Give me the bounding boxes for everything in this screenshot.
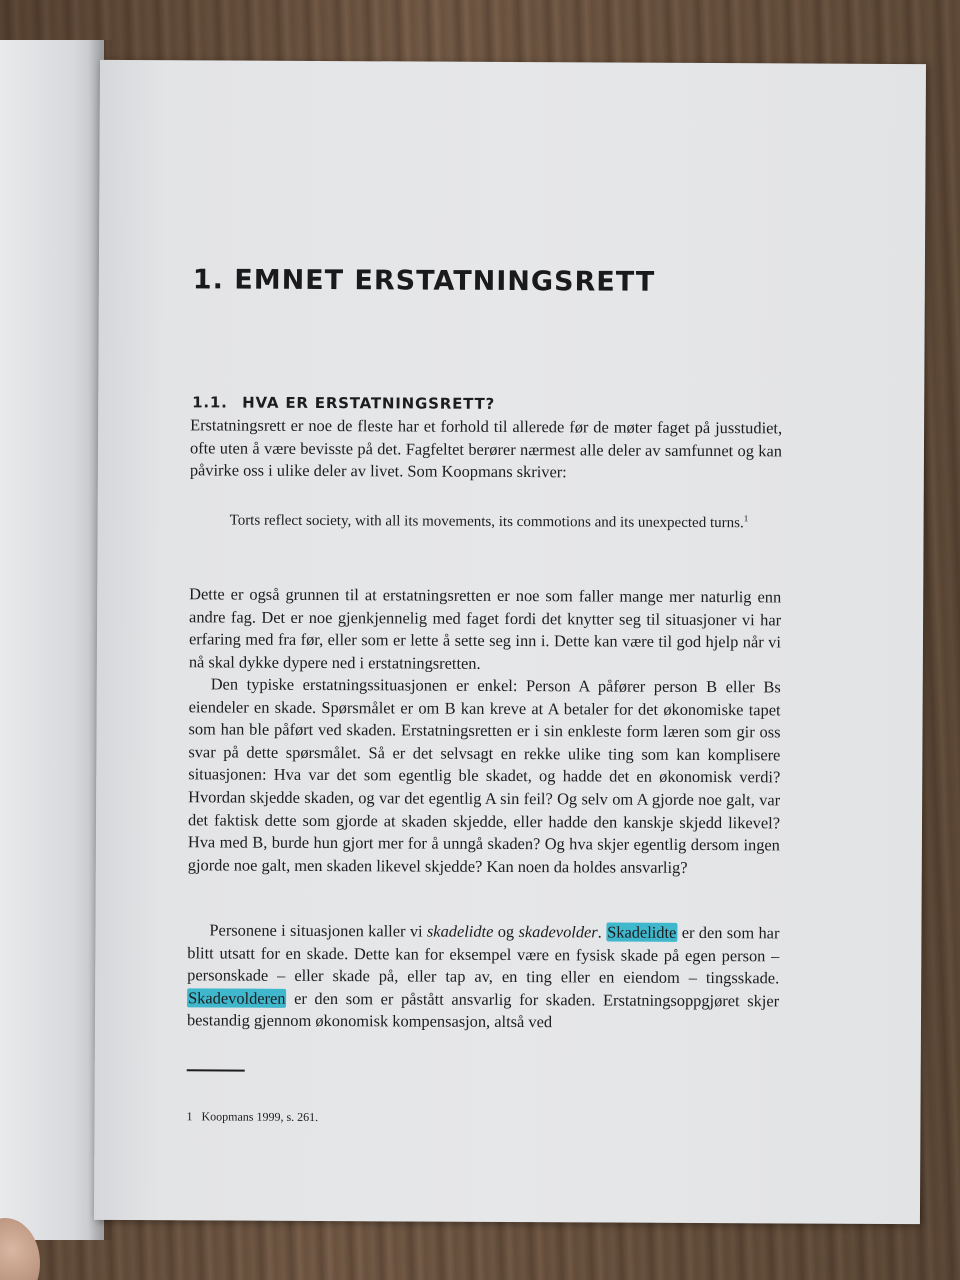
- paragraph-parties: [187, 919, 780, 1035]
- paragraph-typical-situation: Den typiske erstatningssituasjonen er enkel: Person A påfører person B eller Bs eiendeler en skade. Spørsmålet er om B kan kreve at A betaler for det økonomiske tapet som han ble påført ved skaden. Erstatningsretten er i sin enkleste form læren som gir oss svar på dette spørsmålet. Så er det selvsagt en rekke ulike ting som kan komplisere situasjonen: Hva var det som egentlig ble skadet, og hadde det en økonomisk verdi? Hvordan skjedde skaden, og var det egentlig A sin feil? Og selv om A gjorde noe galt, var det faktisk dette som gjorde at skaden skjedde, eller hadde den kanskje skjedd likevel? Hva med B, burde hun gjort mer for å unngå skaden? Og hva skjer egentlig dersom ingen gjorde noe galt, men skaden likevel skjedde? Kan noen da holdes ansvarlig?: [187, 674, 781, 877]
- footnote: [186, 1109, 318, 1125]
- section-number: 1.1.: [192, 393, 228, 412]
- quote-text: Torts reflect society, with all its movements, its commotions and its unexpected turns.: [229, 512, 744, 532]
- term-skadelidte: skadelidte: [426, 921, 494, 941]
- chapter-title: 1. EMNET ERSTATNINGSRETT: [192, 264, 656, 298]
- footnote-divider: [187, 1069, 245, 1071]
- footnote-reference: 1: [743, 513, 749, 524]
- paragraph-text: er den som har blitt utsatt for en skade. Dette kan for eksempel være en fysisk skade på egen person – personskade – eller skade på, eller tap av, en ting eller en eiendom – tingsskade.: [187, 922, 780, 988]
- footnote-text: Koopmans 1999, s. 261.: [201, 1109, 319, 1124]
- highlight-skadelidte: Skadelidte: [607, 922, 677, 942]
- book-page: [94, 60, 926, 1224]
- highlight-skadevolderen: Skadevolderen: [188, 988, 286, 1008]
- footnote-number: 1: [186, 1109, 193, 1124]
- block-quote: [230, 510, 750, 536]
- paragraph-text: Personene i situasjonen kaller vi: [209, 920, 427, 941]
- page-content: [186, 60, 792, 1124]
- section-title: HVA ER ERSTATNINGSRETT?: [242, 393, 496, 413]
- paragraph-text: er den som er påstått ansvarlig for skaden. Erstatningsoppgjøret skjer bestandig gjennom økonomisk kompensasjon, altså ved: [186, 988, 780, 1032]
- paragraph-intro: Erstatningsrett er noe de fleste har et forhold til allerede før de møter faget på jusstudiet, ofte uten å være bevisste på det. Fagfeltet berører nærmest alle deler av samfunnet og kan påvirke oss i ulike deler av livet. Som Koopmans skriver:: [189, 415, 783, 482]
- paragraph-text: og: [493, 921, 519, 942]
- paragraph-text: .: [597, 922, 607, 942]
- section-heading: [192, 393, 495, 413]
- paragraph-recognizable: Dette er også grunnen til at erstatningsretten er noe som faller mange mer naturlig enn andre fag. Det er noe gjenkjennelig med faget fordi det knytter seg til situasjoner vi har erfaring med fra før, eller som er lette å sette seg inn i. Dette kan være til god hjelp når vi nå skal dykke dypere ned i erstatningsretten.: [188, 584, 782, 673]
- term-skadevolder: skadevolder: [518, 922, 598, 942]
